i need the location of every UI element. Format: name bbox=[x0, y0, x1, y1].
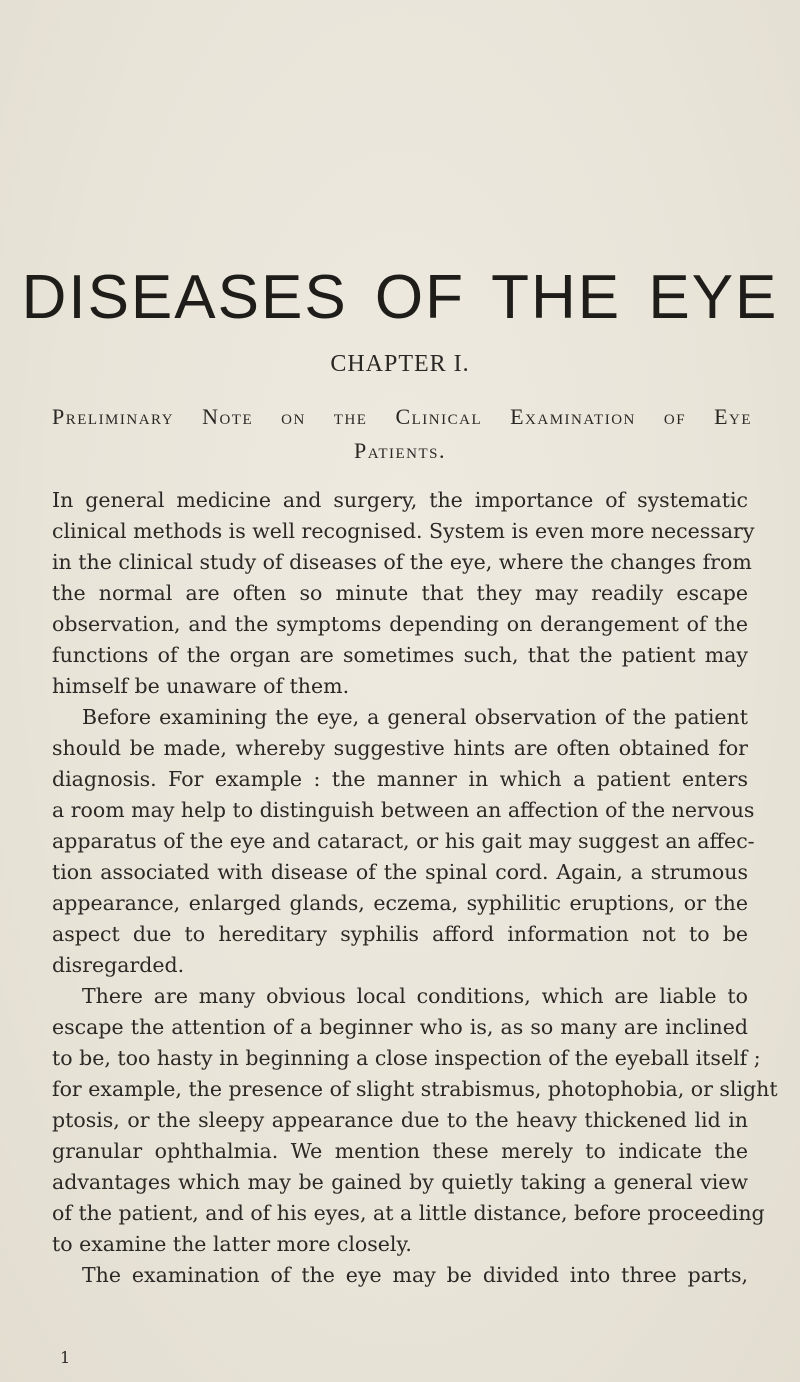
body-line: The examination of the eye may be divided into three parts, bbox=[82, 1263, 748, 1287]
body-line: the normal are often so minute that they may readily escape bbox=[52, 581, 748, 605]
body-line: of the patient, and of his eyes, at a little distance, before proceeding bbox=[52, 1201, 765, 1225]
body-line: himself be unaware of them. bbox=[52, 674, 350, 698]
body-line: disregarded. bbox=[52, 953, 185, 977]
body-line: tion associated with disease of the spinal cord. Again, a strumous bbox=[52, 860, 748, 884]
body-line: a room may help to distinguish between an affection of the nervous bbox=[52, 798, 755, 822]
body-line: aspect due to hereditary syphilis afford information not to be bbox=[52, 922, 748, 946]
body-line: functions of the organ are sometimes such, that the patient may bbox=[52, 643, 748, 667]
body-line: In general medicine and surgery, the importance of systematic bbox=[52, 488, 748, 512]
body-line: Before examining the eye, a general observation of the patient bbox=[82, 705, 748, 729]
body-line: granular ophthalmia. We mention these merely to indicate the bbox=[52, 1139, 748, 1163]
section-heading-line-2: Patients. bbox=[353, 438, 447, 463]
section-heading-line-1: Preliminary Note on the Clinical Examination of Eye bbox=[52, 404, 752, 429]
body-line: There are many obvious local conditions, which are liable to bbox=[82, 984, 748, 1008]
body-line: apparatus of the eye and cataract, or his gait may suggest an affec- bbox=[52, 829, 755, 853]
body-line: escape the attention of a beginner who is, as so many are inclined bbox=[52, 1015, 748, 1039]
page-number: 1 bbox=[60, 1348, 71, 1367]
body-line: to be, too hasty in beginning a close inspection of the eyeball itself ; bbox=[52, 1046, 761, 1070]
body-line: to examine the latter more closely. bbox=[52, 1232, 412, 1256]
body-line: clinical methods is well recognised. System is even more necessary bbox=[52, 519, 755, 543]
body-line: ptosis, or the sleepy appearance due to the heavy thickened lid in bbox=[52, 1108, 748, 1132]
chapter-heading: CHAPTER I. bbox=[330, 351, 470, 377]
body-line: in the clinical study of diseases of the eye, where the changes from bbox=[52, 550, 752, 574]
book-title: DISEASES OF THE EYE bbox=[21, 263, 779, 332]
body-line: should be made, whereby suggestive hints are often obtained for bbox=[52, 736, 748, 760]
body-line: for example, the presence of slight strabismus, photophobia, or slight bbox=[52, 1077, 778, 1101]
body-line: diagnosis. For example : the manner in which a patient enters bbox=[52, 767, 748, 791]
body-line: appearance, enlarged glands, eczema, syphilitic eruptions, or the bbox=[52, 891, 748, 915]
body-line: observation, and the symptoms depending on derangement of the bbox=[52, 612, 748, 636]
body-line: advantages which may be gained by quietly taking a general view bbox=[52, 1170, 748, 1194]
